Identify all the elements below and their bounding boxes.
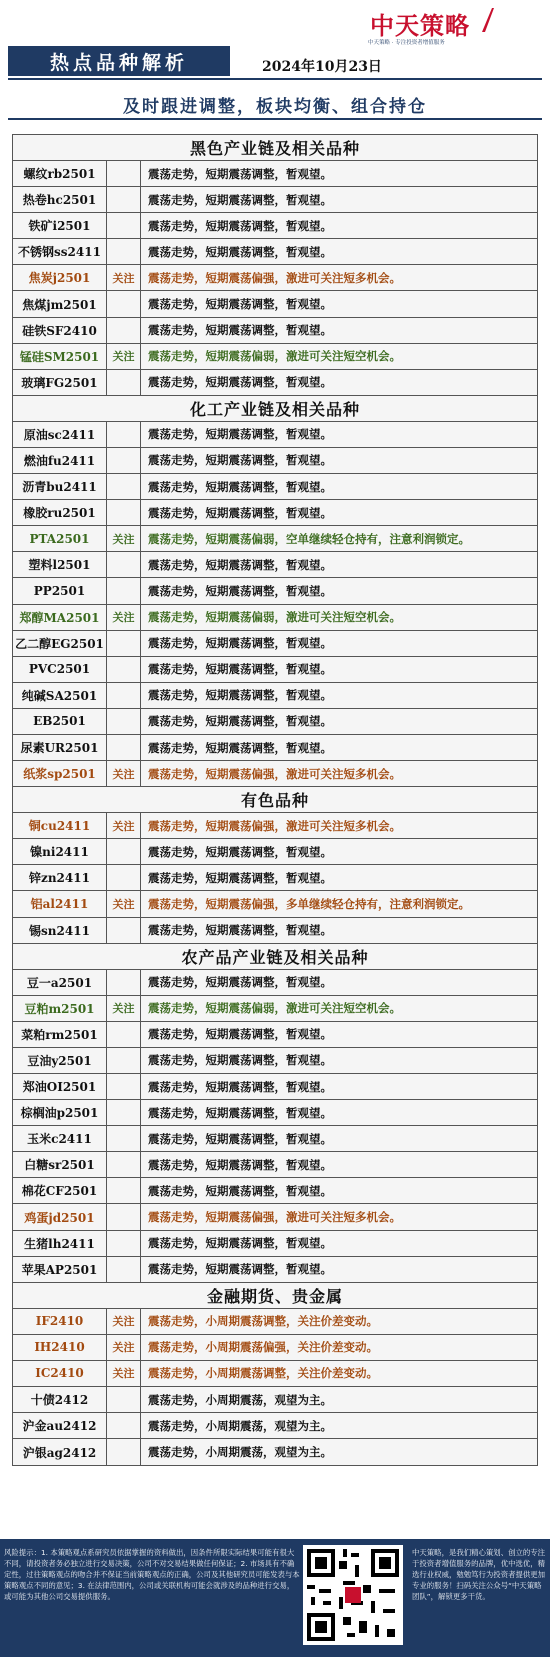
table-row — [13, 865, 537, 891]
table-row — [13, 839, 537, 865]
contract-name: 焦炭j2501 — [13, 265, 107, 290]
logo-text: 中天策略 — [370, 11, 470, 40]
contract-name: PP2501 — [13, 578, 107, 603]
table-row — [13, 578, 537, 604]
table-row — [13, 213, 537, 239]
analysis-text: 震荡走势，短期震荡调整，暂观望。 — [148, 583, 332, 598]
table-row — [13, 1231, 537, 1257]
focus-tag: 关注 — [107, 813, 141, 838]
table-row — [13, 526, 537, 552]
contract-name: 铁矿i2501 — [13, 213, 107, 238]
focus-tag: 关注 — [107, 996, 141, 1021]
contract-name: 豆一a2501 — [13, 970, 107, 995]
focus-tag — [107, 500, 141, 525]
focus-tag: 关注 — [107, 1361, 141, 1386]
contract-name: 十债2412 — [13, 1387, 107, 1412]
table-row — [13, 1257, 537, 1283]
section-header: 黑色产业链及相关品种 — [13, 135, 537, 161]
analysis-table — [12, 134, 538, 1466]
table-row — [13, 709, 537, 735]
table-row — [13, 1439, 537, 1465]
analysis-text: 震荡走势，短期震荡调整，暂观望。 — [148, 1053, 332, 1068]
analysis-text: 震荡走势，短期震荡调整，暂观望。 — [148, 1105, 332, 1120]
section-header: 金融期货、贵金属 — [13, 1283, 537, 1309]
analysis-text: 震荡走势，短期震荡调整，暂观望。 — [148, 870, 332, 885]
contract-name: 焦煤jm2501 — [13, 291, 107, 316]
analysis-text: 震荡走势，短期震荡偏强，激进可关注短多机会。 — [148, 818, 401, 833]
focus-tag — [107, 370, 141, 395]
analysis-text: 震荡走势，短期震荡调整，暂观望。 — [148, 218, 332, 233]
analysis-text: 震荡走势，短期震荡调整，暂观望。 — [148, 1079, 332, 1094]
footer — [0, 1539, 550, 1657]
analysis-text: 震荡走势，短期震荡调整，暂观望。 — [148, 740, 332, 755]
focus-tag — [107, 187, 141, 212]
contract-name: PTA2501 — [13, 526, 107, 551]
focus-tag — [107, 1231, 141, 1256]
table-row — [13, 1048, 537, 1074]
analysis-text: 震荡走势，短期震荡调整，暂观望。 — [148, 505, 332, 520]
analysis-text: 震荡走势，短期震荡偏弱，空单继续轻仓持有，注意利润锁定。 — [148, 531, 470, 546]
table-row — [13, 1152, 537, 1178]
table-row — [13, 1022, 537, 1048]
header-divider — [8, 78, 542, 80]
focus-tag — [107, 474, 141, 499]
table-row — [13, 631, 537, 657]
contract-name: 菜粕rm2501 — [13, 1022, 107, 1047]
analysis-text: 震荡走势，短期震荡调整，暂观望。 — [148, 923, 332, 938]
table-row — [13, 1074, 537, 1100]
analysis-text: 震荡走势，小周期震荡调整，关注价差变动。 — [148, 1314, 378, 1329]
contract-name: IF2410 — [13, 1309, 107, 1334]
contract-name: 尿素UR2501 — [13, 735, 107, 760]
table-row — [13, 448, 537, 474]
focus-tag — [107, 1100, 141, 1125]
analysis-text: 震荡走势，短期震荡调整，暂观望。 — [148, 427, 332, 442]
contract-name: 不锈钢ss2411 — [13, 239, 107, 264]
contract-name: IC2410 — [13, 1361, 107, 1386]
table-row — [13, 1100, 537, 1126]
analysis-text: 震荡走势，短期震荡调整，暂观望。 — [148, 1262, 332, 1277]
contract-name: 锰硅SM2501 — [13, 344, 107, 369]
contract-name: 郑醇MA2501 — [13, 605, 107, 630]
table-row — [13, 1387, 537, 1413]
analysis-text: 震荡走势，短期震荡调整，暂观望。 — [148, 192, 332, 207]
analysis-text: 震荡走势，短期震荡调整，暂观望。 — [148, 453, 332, 468]
analysis-text: 震荡走势，短期震荡调整，暂观望。 — [148, 714, 332, 729]
focus-tag — [107, 318, 141, 343]
analysis-text: 震荡走势，短期震荡调整，暂观望。 — [148, 166, 332, 181]
contract-name: 塑料l2501 — [13, 552, 107, 577]
section-header: 有色品种 — [13, 787, 537, 813]
table-row — [13, 422, 537, 448]
analysis-text: 震荡走势，小周期震荡，观望为主。 — [148, 1418, 332, 1433]
analysis-text: 震荡走势，短期震荡偏弱，激进可关注短空机会。 — [148, 1001, 401, 1016]
table-row — [13, 761, 537, 787]
table-row — [13, 605, 537, 631]
table-row — [13, 291, 537, 317]
focus-tag — [107, 1178, 141, 1203]
table-row — [13, 735, 537, 761]
focus-tag — [107, 683, 141, 708]
focus-tag: 关注 — [107, 891, 141, 916]
focus-tag — [107, 631, 141, 656]
focus-tag: 关注 — [107, 265, 141, 290]
table-row — [13, 813, 537, 839]
table-row — [13, 344, 537, 370]
focus-tag — [107, 578, 141, 603]
contract-name: 燃油fu2411 — [13, 448, 107, 473]
contract-name: 纯碱SA2501 — [13, 683, 107, 708]
table-row — [13, 552, 537, 578]
table-row — [13, 683, 537, 709]
focus-tag — [107, 709, 141, 734]
table-row — [13, 918, 537, 944]
analysis-text: 震荡走势，短期震荡调整，暂观望。 — [148, 975, 332, 990]
contract-name: 橡胶ru2501 — [13, 500, 107, 525]
focus-tag — [107, 1048, 141, 1073]
table-row — [13, 318, 537, 344]
analysis-text: 震荡走势，短期震荡调整，暂观望。 — [148, 479, 332, 494]
analysis-text: 震荡走势，短期震荡偏强，激进可关注短多机会。 — [148, 270, 401, 285]
contract-name: 鸡蛋jd2501 — [13, 1204, 107, 1229]
contract-name: 苹果AP2501 — [13, 1257, 107, 1282]
table-row — [13, 474, 537, 500]
analysis-text: 震荡走势，短期震荡调整，暂观望。 — [148, 244, 332, 259]
focus-tag: 关注 — [107, 1309, 141, 1334]
contract-name: 铝al2411 — [13, 891, 107, 916]
focus-tag — [107, 1074, 141, 1099]
contract-name: 热卷hc2501 — [13, 187, 107, 212]
contract-name: 沪银ag2412 — [13, 1439, 107, 1465]
table-row — [13, 265, 537, 291]
logo-tagline: 中天策略 · 专注投资者增值服务 — [368, 40, 445, 46]
analysis-text: 震荡走势，短期震荡偏强，多单继续轻仓持有，注意利润锁定。 — [148, 896, 470, 911]
analysis-text: 震荡走势，小周期震荡调整，关注价差变动。 — [148, 1366, 378, 1381]
contract-name: 玉米c2411 — [13, 1126, 107, 1151]
analysis-text: 震荡走势，短期震荡调整，暂观望。 — [148, 323, 332, 338]
focus-tag — [107, 448, 141, 473]
analysis-text: 震荡走势，短期震荡偏强，激进可关注短多机会。 — [148, 1210, 401, 1225]
table-row — [13, 1126, 537, 1152]
contract-name: 生猪lh2411 — [13, 1231, 107, 1256]
brand-logo — [368, 6, 546, 50]
analysis-text: 震荡走势，短期震荡调整，暂观望。 — [148, 557, 332, 572]
focus-tag — [107, 213, 141, 238]
table-row — [13, 657, 537, 683]
focus-tag — [107, 1022, 141, 1047]
contract-name: 棉花CF2501 — [13, 1178, 107, 1203]
table-row — [13, 1309, 537, 1335]
section-header: 化工产业链及相关品种 — [13, 396, 537, 422]
focus-tag — [107, 865, 141, 890]
contract-name: 郑油OI2501 — [13, 1074, 107, 1099]
focus-tag: 关注 — [107, 1335, 141, 1360]
report-subtitle: 及时跟进调整，板块均衡、组合持仓 — [123, 97, 427, 117]
table-row — [13, 1178, 537, 1204]
contract-name: 纸浆sp2501 — [13, 761, 107, 786]
focus-tag — [107, 1152, 141, 1177]
focus-tag — [107, 291, 141, 316]
focus-tag — [107, 1126, 141, 1151]
report-header — [0, 0, 550, 80]
analysis-text: 震荡走势，短期震荡调整，暂观望。 — [148, 844, 332, 859]
focus-tag — [107, 552, 141, 577]
analysis-text: 震荡走势，短期震荡调整，暂观望。 — [148, 1236, 332, 1251]
focus-tag — [107, 839, 141, 864]
section-header: 农产品产业链及相关品种 — [13, 944, 537, 970]
contract-name: 铜cu2411 — [13, 813, 107, 838]
contract-name: 螺纹rb2501 — [13, 161, 107, 186]
contract-name: 乙二醇EG2501 — [13, 631, 107, 656]
promo-text: 中天策略，是我们精心策划、创立的专注于投资者增值服务的品牌，优中选优，精选行业权威，勉勉笃行为投资者提供更加专业的服务！扫码关注公众号“中天策略团队”，解锁更多干货。 — [412, 1548, 546, 1601]
analysis-text: 震荡走势，短期震荡调整，暂观望。 — [148, 375, 332, 390]
focus-tag: 关注 — [107, 761, 141, 786]
contract-name: IH2410 — [13, 1335, 107, 1360]
focus-tag: 关注 — [107, 526, 141, 551]
report-date: 2024年10月23日 — [262, 59, 382, 75]
table-row — [13, 187, 537, 213]
analysis-text: 震荡走势，小周期震荡，观望为主。 — [148, 1392, 332, 1407]
contract-name: 棕榈油p2501 — [13, 1100, 107, 1125]
contract-name: 原油sc2411 — [13, 422, 107, 447]
analysis-text: 震荡走势，短期震荡调整，暂观望。 — [148, 1131, 332, 1146]
contract-name: 锌zn2411 — [13, 865, 107, 890]
analysis-text: 震荡走势，短期震荡调整，暂观望。 — [148, 662, 332, 677]
table-row — [13, 996, 537, 1022]
table-row — [13, 970, 537, 996]
focus-tag — [107, 422, 141, 447]
table-row — [13, 1361, 537, 1387]
analysis-text: 震荡走势，短期震荡调整，暂观望。 — [148, 636, 332, 651]
contract-name: 豆油y2501 — [13, 1048, 107, 1073]
analysis-text: 震荡走势，短期震荡调整，暂观望。 — [148, 688, 332, 703]
table-row — [13, 1335, 537, 1361]
contract-name: 镍ni2411 — [13, 839, 107, 864]
focus-tag — [107, 1413, 141, 1438]
contract-name: 豆粕m2501 — [13, 996, 107, 1021]
focus-tag — [107, 1439, 141, 1465]
qr-code-graphic — [303, 1545, 403, 1645]
analysis-text: 震荡走势，短期震荡偏弱，激进可关注短空机会。 — [148, 610, 401, 625]
focus-tag: 关注 — [107, 605, 141, 630]
table-row — [13, 239, 537, 265]
focus-tag — [107, 1204, 141, 1229]
analysis-text: 震荡走势，短期震荡偏强，激进可关注短多机会。 — [148, 766, 401, 781]
analysis-text: 震荡走势，短期震荡调整，暂观望。 — [148, 1027, 332, 1042]
table-row — [13, 161, 537, 187]
contract-name: 锡sn2411 — [13, 918, 107, 943]
contract-name: 白糖sr2501 — [13, 1152, 107, 1177]
contract-name: 硅铁SF2410 — [13, 318, 107, 343]
analysis-text: 震荡走势，短期震荡调整，暂观望。 — [148, 297, 332, 312]
analysis-text: 震荡走势，小周期震荡偏强，关注价差变动。 — [148, 1340, 378, 1355]
focus-tag — [107, 657, 141, 682]
analysis-text: 震荡走势，短期震荡调整，暂观望。 — [148, 1157, 332, 1172]
analysis-text: 震荡走势，短期震荡调整，暂观望。 — [148, 1183, 332, 1198]
risk-disclaimer: 风险提示：1. 本策略观点系研究员依据掌握的资料做出，因条件所限实际结果可能有很大不同，请投资者务必独立进行交易决策，公司不对交易结果做任何保证；2. 市场具有不确定性，过往策略观点的吻合并不保证当前策略观点的正确，公司及其他研究员可能发表与本策略观点不同的意见；3. 在法律范围内，公司或关联机构可能会就涉及的品种进行交易，或可能为其他公司交易提供服务。 — [4, 1548, 300, 1601]
table-row — [13, 891, 537, 917]
table-row — [13, 1413, 537, 1439]
focus-tag — [107, 239, 141, 264]
table-row — [13, 1204, 537, 1230]
contract-name: 沥青bu2411 — [13, 474, 107, 499]
focus-tag: 关注 — [107, 344, 141, 369]
contract-name: 玻璃FG2501 — [13, 370, 107, 395]
contract-name: PVC2501 — [13, 657, 107, 682]
contract-name: EB2501 — [13, 709, 107, 734]
contract-name: 沪金au2412 — [13, 1413, 107, 1438]
focus-tag — [107, 161, 141, 186]
focus-tag — [107, 918, 141, 943]
table-row — [13, 370, 537, 396]
analysis-text: 震荡走势，小周期震荡，观望为主。 — [148, 1445, 332, 1460]
focus-tag — [107, 1387, 141, 1412]
subtitle-divider — [8, 118, 542, 120]
focus-tag — [107, 1257, 141, 1282]
report-title: 热点品种解析 — [8, 46, 230, 76]
table-row — [13, 500, 537, 526]
logo-slash-icon — [480, 8, 494, 32]
focus-tag — [107, 735, 141, 760]
qr-code-icon — [303, 1545, 403, 1645]
focus-tag — [107, 970, 141, 995]
analysis-text: 震荡走势，短期震荡偏弱，激进可关注短空机会。 — [148, 349, 401, 364]
